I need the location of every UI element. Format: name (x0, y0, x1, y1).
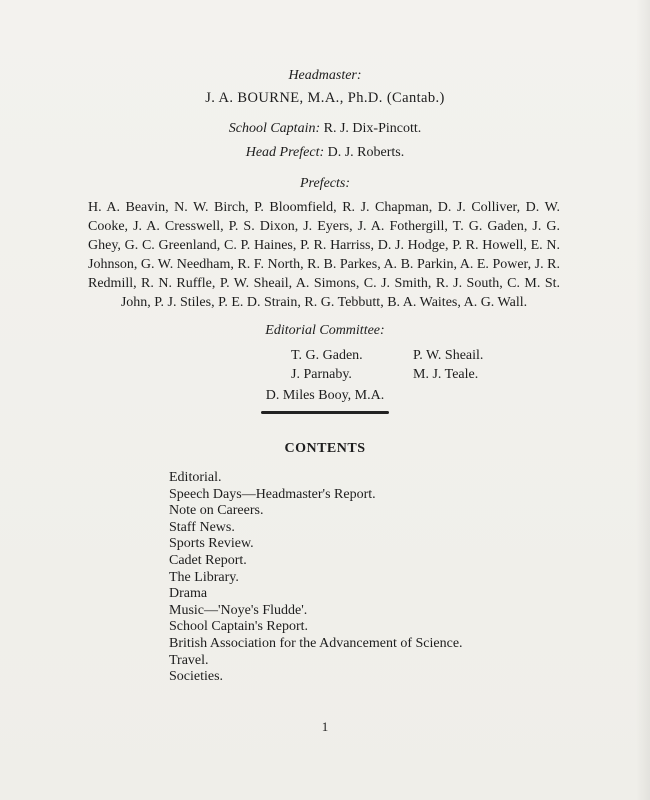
contents-item: The Library. (169, 569, 239, 585)
school-captain-label: School Captain: (228, 121, 321, 136)
contents-item: Editorial. (169, 470, 222, 485)
committee-member: J. Parnaby. (291, 367, 352, 382)
editorial-committee-label: Editorial Committee: (265, 323, 385, 338)
committee-member: P. W. Sheail. (413, 348, 484, 363)
head-prefect-line (0, 145, 650, 161)
prefects-label: Prefects: (299, 176, 350, 191)
section-divider (261, 411, 389, 414)
prefects-list: H. A. Beavin, N. W. Birch, P. Bloomfield, R. J. Chapman, D. J. Colliver, D. W. Cooke, J. A. Cresswell, P. S. Dixon, J. Eyers, J. A. Fothergill, T. G. Gaden, J. G. Ghey, G. C. Greenland, C. P. Haines, P. R. Harriss, D. J. Hodge, P. R. Howell, E. N. Johnson, G. W. Needham, R. F. North, R. B. Parkes, A. B. Parkin, A. E. Power, J. R. Redmill, R. N. Ruffle, P. W. Sheail, A. Simons, C. J. Smith, R. J. South, C. M. St. John, P. J. Stiles, P. E. D. Strain, R. G. Tebbutt, B. A. Waites, A. G. Wall. (88, 200, 560, 310)
contents-item: School Captain's Report. (169, 619, 309, 635)
school-captain-line (0, 121, 650, 137)
committee-member: M. J. Teale. (413, 367, 479, 382)
contents-item: Travel. (169, 652, 209, 668)
contents-item: Societies. (169, 669, 224, 685)
contents-heading: CONTENTS (284, 441, 366, 456)
contents-item: Sports Review. (169, 536, 254, 552)
editorial-committee (0, 346, 650, 405)
page-edge-shadow (636, 0, 650, 800)
head-prefect-name: D. J. Roberts. (327, 145, 405, 160)
contents-item: Drama (169, 586, 208, 602)
contents-item: Speech Days—Headmaster's Report. (169, 486, 376, 502)
committee-row (0, 365, 650, 384)
contents-item: Note on Careers. (169, 503, 264, 519)
committee-member: T. G. Gaden. (291, 348, 363, 363)
school-captain-name: R. J. Dix-Pincott. (323, 121, 422, 136)
contents-item: British Association for the Advancement of Science. (169, 635, 463, 651)
headmaster-label: Headmaster: (288, 68, 362, 83)
head-prefect-label: Head Prefect: (245, 145, 325, 160)
page-number: 1 (321, 719, 329, 734)
headmaster-name: J. A. BOURNE, M.A., Ph.D. (Cantab.) (205, 90, 445, 106)
committee-row (0, 346, 650, 365)
committee-chair: D. Miles Booy, M.A. (265, 388, 385, 403)
contents-list (169, 470, 463, 686)
contents-item: Music—'Noye's Fludde'. (169, 602, 308, 618)
contents-item: Cadet Report. (169, 552, 247, 568)
contents-item: Staff News. (169, 519, 235, 535)
